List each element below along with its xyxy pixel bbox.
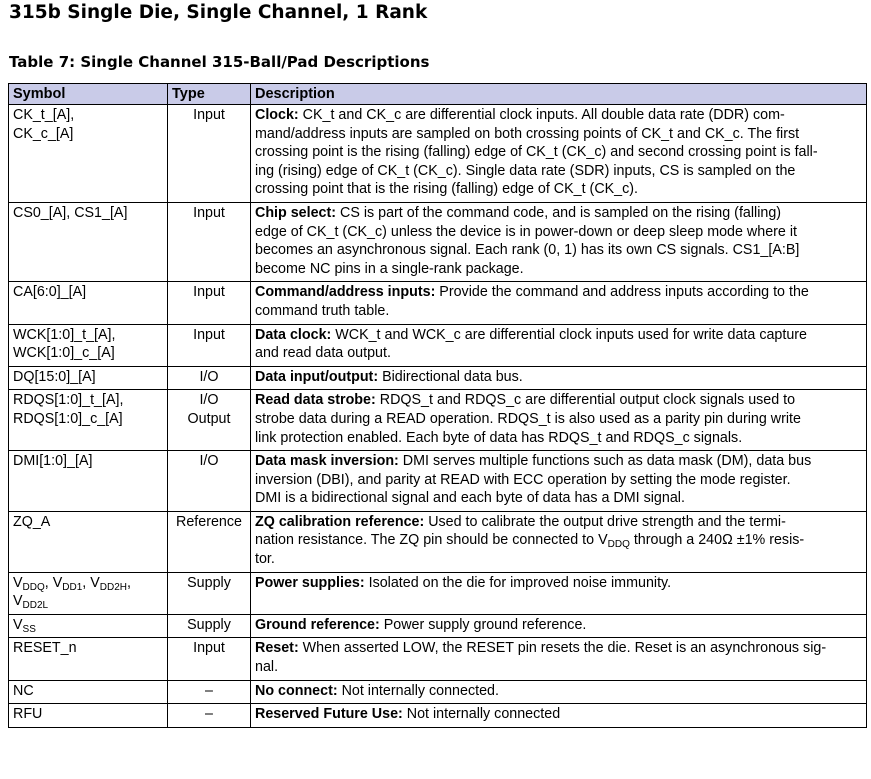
description-text: nation resistance. The ZQ pin should be connected to $V_{DDQ}$ through a 240Ω ±1% resis-	[255, 532, 805, 551]
type-cell	[168, 451, 251, 512]
description-term: No connect:	[255, 682, 338, 699]
symbol-cell	[9, 451, 168, 512]
symbol-cell	[9, 680, 168, 704]
symbol-text: WCK[1:0]_c_[A]	[13, 345, 115, 362]
description-text: tor.	[255, 551, 275, 568]
description-text: Isolated on the die for improved noise immunity.	[364, 574, 672, 591]
type-cell	[168, 366, 251, 390]
description-text: ing (rising) edge of CK_t (CK_c). Single data rate (SDR) inputs, CS is sampled on the	[255, 162, 796, 179]
table-row	[9, 572, 867, 614]
description-text: Not internally connected.	[337, 682, 499, 699]
description-text: becomes an asynchronous signal. Each rank (0, 1) has its own CS signals. CS1_[A:B]	[255, 242, 800, 259]
description-text: crossing point that is the rising (falling) edge of CK_t (CK_c).	[255, 181, 639, 198]
type-cell	[168, 638, 251, 680]
section-title: 315b Single Die, Single Channel, 1 Rank	[9, 2, 428, 23]
description-cell	[251, 324, 867, 366]
description-term: Ground reference:	[255, 616, 380, 633]
symbol-text: WCK[1:0]_t_[A],	[13, 326, 116, 343]
table-row	[9, 704, 867, 728]
description-cell	[251, 105, 867, 203]
table-row	[9, 324, 867, 366]
type-cell	[168, 704, 251, 728]
table-row	[9, 366, 867, 390]
symbol-cell	[9, 638, 168, 680]
description-cell	[251, 511, 867, 572]
description-cell	[251, 202, 867, 281]
symbol-cell	[9, 105, 168, 203]
type-text: –	[205, 682, 213, 699]
symbol-text: CS0_[A], CS1_[A]	[13, 204, 128, 221]
type-cell	[168, 614, 251, 638]
symbol-text: RESET_n	[13, 640, 77, 657]
description-cell	[251, 704, 867, 728]
type-text: Input	[193, 107, 225, 123]
table-row	[9, 105, 867, 203]
description-term: Command/address inputs:	[255, 284, 436, 301]
description-cell	[251, 680, 867, 704]
symbol-text: CK_c_[A]	[13, 125, 74, 142]
symbol-text: DMI[1:0]_[A]	[13, 453, 93, 470]
description-text: Bidirectional data bus.	[378, 368, 523, 385]
description-text: WCK_t and WCK_c are differential clock inputs used for write data capture	[331, 326, 808, 343]
header-type: Type	[168, 84, 251, 105]
description-term: Clock:	[255, 107, 299, 123]
header-symbol: Symbol	[9, 84, 168, 105]
type-cell	[168, 390, 251, 451]
description-cell	[251, 282, 867, 324]
type-cell	[168, 680, 251, 704]
description-text: crossing point is the rising (falling) edge of CK_t (CK_c) and second crossing point is fall-	[255, 144, 818, 161]
description-cell	[251, 366, 867, 390]
symbol-cell	[9, 572, 168, 614]
description-cell	[251, 451, 867, 512]
type-text: Reference	[176, 513, 242, 530]
description-cell	[251, 572, 867, 614]
description-text: mand/address inputs are sampled on both crossing points of CK_t and CK_c. The first	[255, 125, 800, 142]
type-text: Output	[187, 410, 231, 427]
symbol-cell	[9, 282, 168, 324]
description-text: Provide the command and address inputs according to the	[435, 284, 809, 301]
description-cell	[251, 638, 867, 680]
description-term: Read data strobe:	[255, 392, 376, 409]
description-text: inversion (DBI), and parity at READ with ECC operation by setting the mode register.	[255, 471, 791, 488]
type-text: Supply	[187, 616, 231, 633]
symbol-text: CA[6:0]_[A]	[13, 284, 87, 301]
table-row	[9, 202, 867, 281]
type-text: Input	[193, 284, 225, 301]
description-term: Power supplies:	[255, 574, 365, 591]
table-row	[9, 390, 867, 451]
table-body	[9, 105, 867, 728]
type-text: Supply	[187, 574, 231, 591]
description-text: nal.	[255, 659, 279, 676]
type-cell	[168, 511, 251, 572]
type-cell	[168, 202, 251, 281]
symbol-text: CK_t_[A],	[13, 107, 75, 123]
description-text: command truth table.	[255, 302, 390, 319]
symbol-text: RDQS[1:0]_c_[A]	[13, 410, 123, 427]
type-cell	[168, 324, 251, 366]
description-text: CK_t and CK_c are differential clock inputs. All double data rate (DDR) com-	[298, 107, 785, 123]
symbol-text: $V_{DDQ}$, $V_{DD1}$, $V_{DD2H}$,	[13, 574, 132, 593]
type-cell	[168, 105, 251, 203]
table-row	[9, 638, 867, 680]
symbol-cell	[9, 511, 168, 572]
description-cell	[251, 614, 867, 638]
description-term: Reserved Future Use:	[255, 706, 403, 723]
description-term: Data clock:	[255, 326, 332, 343]
description-term: Data mask inversion:	[255, 453, 399, 470]
description-text: link protection enabled. Each byte of data has RDQS_t and RDQS_c signals.	[255, 429, 743, 446]
type-text: Input	[193, 640, 225, 657]
description-text: and read data output.	[255, 345, 391, 362]
description-text: Used to calibrate the output drive strength and the termi-	[424, 513, 786, 530]
symbol-cell	[9, 324, 168, 366]
symbol-cell	[9, 202, 168, 281]
ball-pad-descriptions-table	[8, 83, 867, 728]
description-term: Chip select:	[255, 204, 337, 221]
symbol-text: RDQS[1:0]_t_[A],	[13, 392, 124, 409]
type-text: Input	[193, 326, 225, 343]
description-text: CS is part of the command code, and is sampled on the rising (falling)	[336, 204, 782, 221]
table-row	[9, 451, 867, 512]
type-text: I/O	[199, 392, 219, 409]
description-term: Data input/output:	[255, 368, 379, 385]
description-text: become NC pins in a single-rank package.	[255, 260, 524, 277]
table-row	[9, 282, 867, 324]
type-text: Input	[193, 204, 225, 221]
description-term: ZQ calibration reference:	[255, 513, 425, 530]
type-text: I/O	[199, 453, 219, 470]
description-term: Reset:	[255, 640, 299, 657]
description-text: RDQS_t and RDQS_c are differential output clock signals used to	[375, 392, 796, 409]
description-text: strobe data during a READ operation. RDQS_t is also used as a parity pin during write	[255, 410, 801, 427]
type-cell	[168, 282, 251, 324]
table-row	[9, 511, 867, 572]
table-row	[9, 614, 867, 638]
description-text: DMI serves multiple functions such as data mask (DM), data bus	[398, 453, 812, 470]
symbol-cell	[9, 366, 168, 390]
type-cell	[168, 572, 251, 614]
symbol-text: $V_{SS}$	[13, 616, 36, 635]
description-text: Power supply ground reference.	[379, 616, 587, 633]
table-title: Table 7: Single Channel 315-Ball/Pad Descriptions	[9, 53, 430, 71]
symbol-text: NC	[13, 682, 34, 699]
description-text: When asserted LOW, the RESET pin resets the die. Reset is an asynchronous sig-	[298, 640, 827, 657]
symbol-text: $V_{DD2L}$	[13, 593, 49, 612]
symbol-text: RFU	[13, 706, 43, 723]
description-text: DMI is a bidirectional signal and each byte of data has a DMI signal.	[255, 490, 685, 507]
symbol-text: ZQ_A	[13, 513, 51, 530]
header-description: Description	[251, 84, 867, 105]
description-cell	[251, 390, 867, 451]
symbol-cell	[9, 614, 168, 638]
type-text: –	[205, 706, 213, 723]
type-text: I/O	[199, 368, 219, 385]
symbol-cell	[9, 704, 168, 728]
description-text: Not internally connected	[402, 706, 561, 723]
description-text: edge of CK_t (CK_c) unless the device is in power-down or deep sleep mode where it	[255, 223, 797, 240]
symbol-cell	[9, 390, 168, 451]
table-header-row	[9, 84, 867, 105]
table-row	[9, 680, 867, 704]
symbol-text: DQ[15:0]_[A]	[13, 368, 96, 385]
